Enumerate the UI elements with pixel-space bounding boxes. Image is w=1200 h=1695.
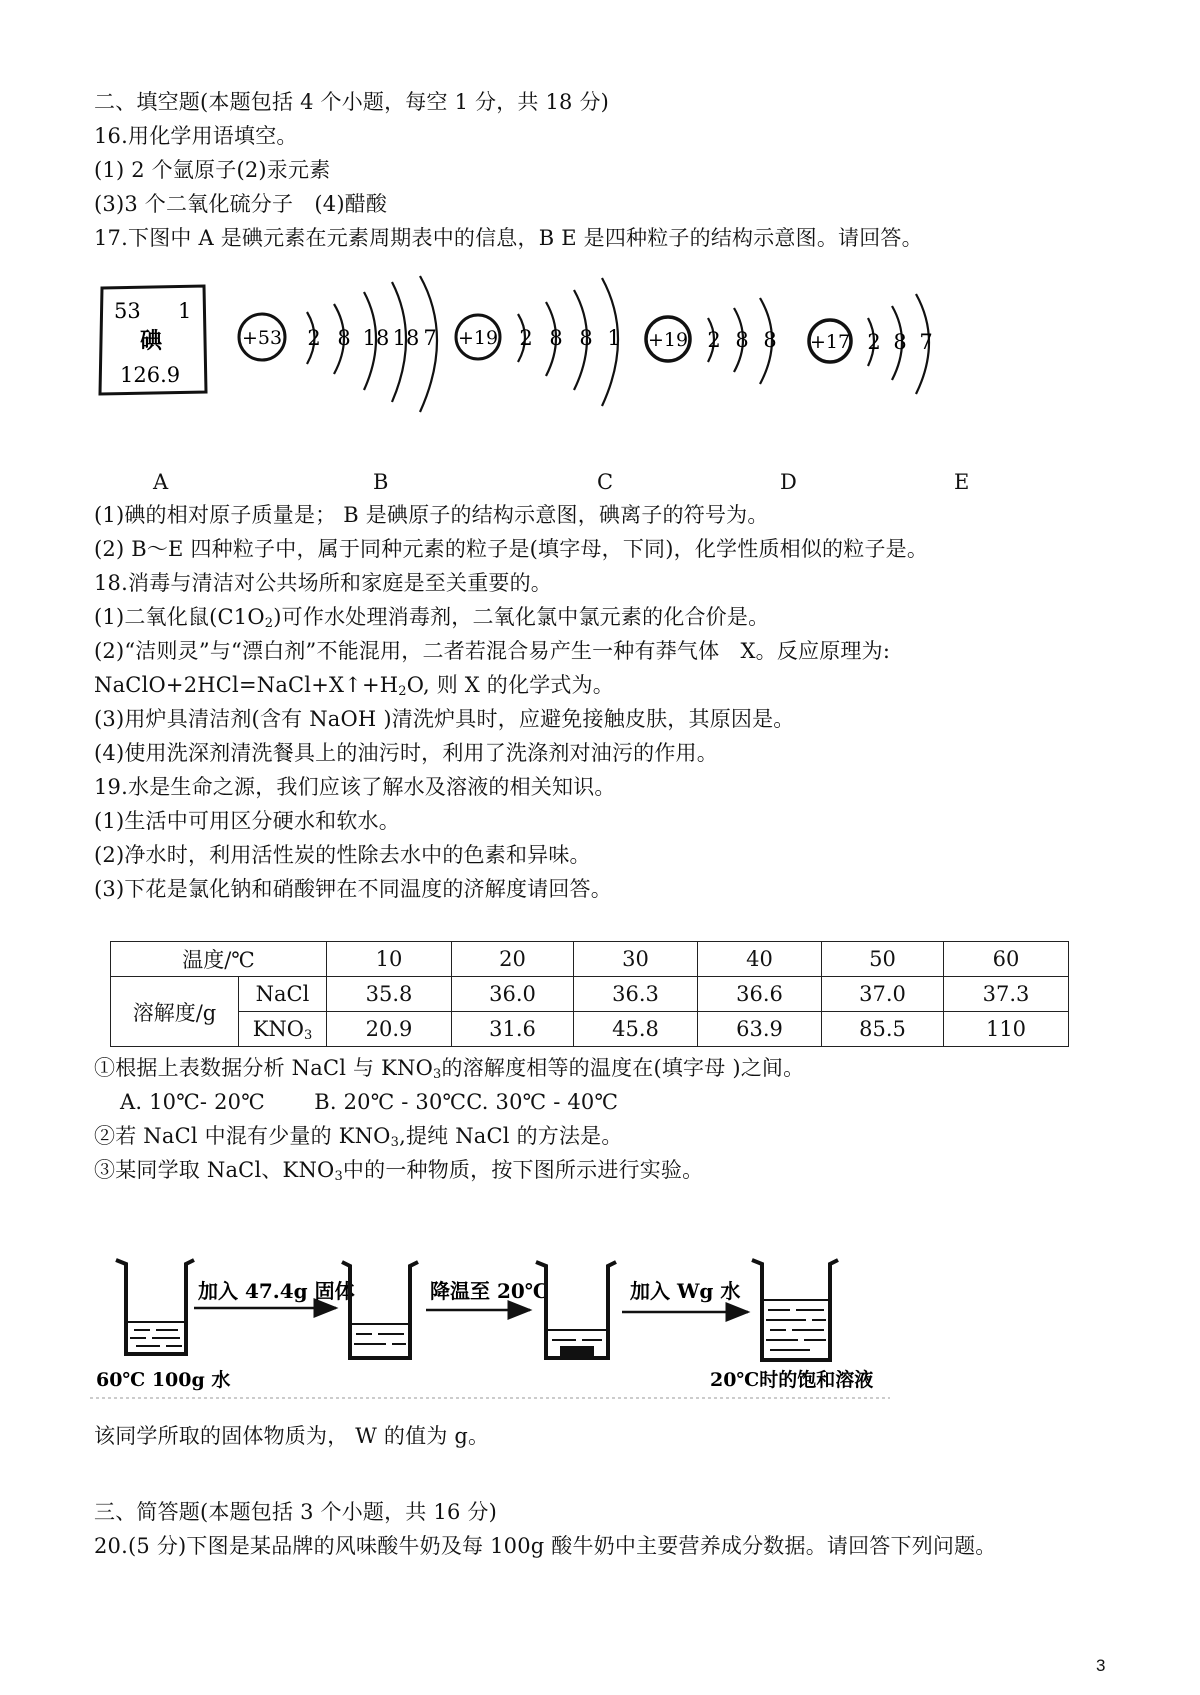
q19-sub-1: (1)生活中可用区分硬水和软水。 [94, 809, 400, 833]
kno3-cell: 110 [944, 1012, 1069, 1047]
q20-stem: 20.(5 分)下图是某品牌的风味酸牛奶及每 100g 酸牛奶中主要营养成分数据。请回答下列问题。 [94, 1534, 997, 1558]
q18-sub-3: (3)用炉具清洁剂(含有 NaOH )清洗炉具时，应避免接触皮肤，其原因是。 [94, 707, 795, 731]
q17-stem: 17.下图中 A 是碘元素在元素周期表中的信息，B E 是四种粒子的结构示意图。请回答。 [94, 226, 923, 250]
q17-sub-1: (1)碘的相对原子质量是； B 是碘原子的结构示意图，碘离子的符号为。 [94, 503, 769, 527]
temp-cell: 20 [452, 942, 574, 977]
step-2-label: 降温至 20℃ [430, 1279, 549, 1303]
solubility-header: 溶解度/g [111, 977, 239, 1047]
temp-cell: 50 [822, 942, 944, 977]
q19-sub-2: (2)净水时，利用活性炭的性除去水中的色素和异味。 [94, 843, 591, 867]
q18-stem: 18.消毒与清洁对公共场所和家庭是至关重要的。 [94, 571, 552, 595]
shell-c-3: 8 [579, 326, 593, 350]
beaker-2 [342, 1262, 418, 1358]
nacl-cell: 36.3 [574, 977, 698, 1012]
temp-cell: 30 [574, 942, 698, 977]
nacl-cell: 37.3 [944, 977, 1069, 1012]
nacl-cell: 36.0 [452, 977, 574, 1012]
shell-e-1: 2 [867, 330, 881, 354]
q18-sub-2-line-1: (2)“洁则灵”与“漂白剂”不能混用，二者若混合易产生一种有莽气体 X。反应原理为: [94, 639, 891, 663]
nucleus-e: +17 [809, 331, 851, 353]
shell-c-1: 2 [519, 326, 533, 350]
beaker-3 [536, 1262, 616, 1358]
q16-line-2: (3)3 个二氧化硫分子 (4)醋酸 [94, 192, 388, 216]
shell-d-3: 8 [763, 328, 777, 352]
section-2-header: 二、填空题(本题包括 4 个小题，每空 1 分，共 18 分) [94, 90, 610, 114]
kno3-cell: 45.8 [574, 1012, 698, 1047]
experiment-figure [90, 1250, 970, 1400]
table-row-temperature [111, 942, 1069, 977]
label-a: A [153, 470, 169, 494]
beaker-1 [116, 1260, 194, 1354]
label-e: E [954, 470, 970, 494]
q19-stem: 19.水是生命之源，我们应该了解水及溶液的相关知识。 [94, 775, 616, 799]
temp-cell: 10 [327, 942, 452, 977]
q19-step-2: ②若 NaCl 中混有少量的 $KNO_3$,提纯 NaCl 的方法是。 [94, 1124, 623, 1150]
shell-b-4: 18 [392, 326, 420, 350]
shell-b-5: 7 [423, 326, 437, 350]
nacl-label: NaCl [239, 977, 327, 1012]
q18-sub-1: (1)二氧化鼠$(C1O_2)$可作水处理消毒剂，二氧化氯中氯元素的化合价是。 [94, 605, 770, 631]
atom-diagram-d [646, 298, 777, 384]
page-number: 3 [1096, 1656, 1106, 1675]
atom-diagram-c [456, 278, 621, 406]
table-row-nacl [111, 977, 1069, 1012]
nucleus-b: +53 [241, 327, 283, 349]
nucleus-d: +19 [647, 329, 689, 351]
nacl-cell: 36.6 [698, 977, 822, 1012]
q19-step-3: ③某同学取 NaCl、$KNO_3$中的一种物质，按下图所示进行实验。 [94, 1158, 704, 1184]
table-row-kno3 [111, 1012, 1069, 1047]
shell-b-2: 8 [337, 326, 351, 350]
beaker-4 [752, 1260, 838, 1360]
section-3-header: 三、简答题(本题包括 3 个小题，共 16 分) [94, 1500, 497, 1524]
end-condition-label: 20℃时的饱和溶液 [710, 1369, 874, 1391]
step-3-label: 加入 Wg 水 [630, 1279, 741, 1303]
q19-sub-3: (3)下花是氯化钠和硝酸钾在不同温度的济解度请回答。 [94, 877, 612, 901]
q19-step-1: ①根据上表数据分析 NaCl 与 $KNO_3$的溶解度相等的温度在(填字母 )之间。 [94, 1056, 805, 1082]
temperature-header: 温度/℃ [111, 942, 327, 977]
temp-cell: 40 [698, 942, 822, 977]
atom-diagram-b [239, 276, 437, 412]
q18-sub-2-line-2: $NaClO+2HCl=NaCl+X↑+H_2O$, 则 X 的化学式为。 [94, 673, 615, 699]
shell-d-1: 2 [707, 328, 721, 352]
kno3-cell: 85.5 [822, 1012, 944, 1047]
kno3-cell: 31.6 [452, 1012, 574, 1047]
q17-sub-2: (2) B～E 四种粒子中，属于同种元素的粒子是(填字母，下同)，化学性质相似的粒子是。 [94, 537, 929, 561]
kno3-cell: 20.9 [327, 1012, 452, 1047]
q19-answer-line: 该同学所取的固体物质为， W 的值为 g。 [94, 1424, 490, 1448]
q17-figure [90, 272, 970, 452]
q16-line-1: (1) 2 个氩原子(2)汞元素 [94, 158, 331, 182]
shell-b-1: 2 [307, 326, 321, 350]
shell-b-3: 18 [362, 326, 390, 350]
shell-d-2: 8 [735, 328, 749, 352]
shell-e-3: 7 [919, 330, 933, 354]
nucleus-c: +19 [457, 327, 499, 349]
q19-options: A. 10℃- 20℃ B. 20℃ - 30℃C. 30℃ - 40℃ [120, 1090, 619, 1114]
step-1-label: 加入 47.4g 固体 [198, 1279, 355, 1303]
periodic-cell-iodine [100, 286, 206, 394]
label-c: C [597, 470, 614, 494]
q18-sub-4: (4)使用洗深剂清洗餐具上的油污时，利用了洗涤剂对油污的作用。 [94, 741, 718, 765]
solubility-table [110, 941, 1069, 1047]
temp-cell: 60 [944, 942, 1069, 977]
shell-e-2: 8 [893, 330, 907, 354]
precipitate [560, 1346, 594, 1357]
atomic-number: 53 [114, 299, 141, 323]
shell-c-4: 1 [607, 326, 621, 350]
element-name: 碘 [140, 328, 163, 354]
atomic-mass: 126.9 [120, 363, 181, 387]
cell-valence: 1 [178, 299, 192, 323]
shell-c-2: 8 [549, 326, 563, 350]
nacl-cell: 35.8 [327, 977, 452, 1012]
start-condition-label: 60℃ 100g 水 [96, 1369, 231, 1391]
atom-diagram-e [809, 294, 933, 394]
q16-stem: 16.用化学用语填空。 [94, 124, 298, 148]
kno3-cell: 63.9 [698, 1012, 822, 1047]
kno3-label: $KNO_3$ [239, 1012, 327, 1047]
label-b: B [373, 470, 389, 494]
nacl-cell: 37.0 [822, 977, 944, 1012]
label-d: D [780, 470, 797, 494]
